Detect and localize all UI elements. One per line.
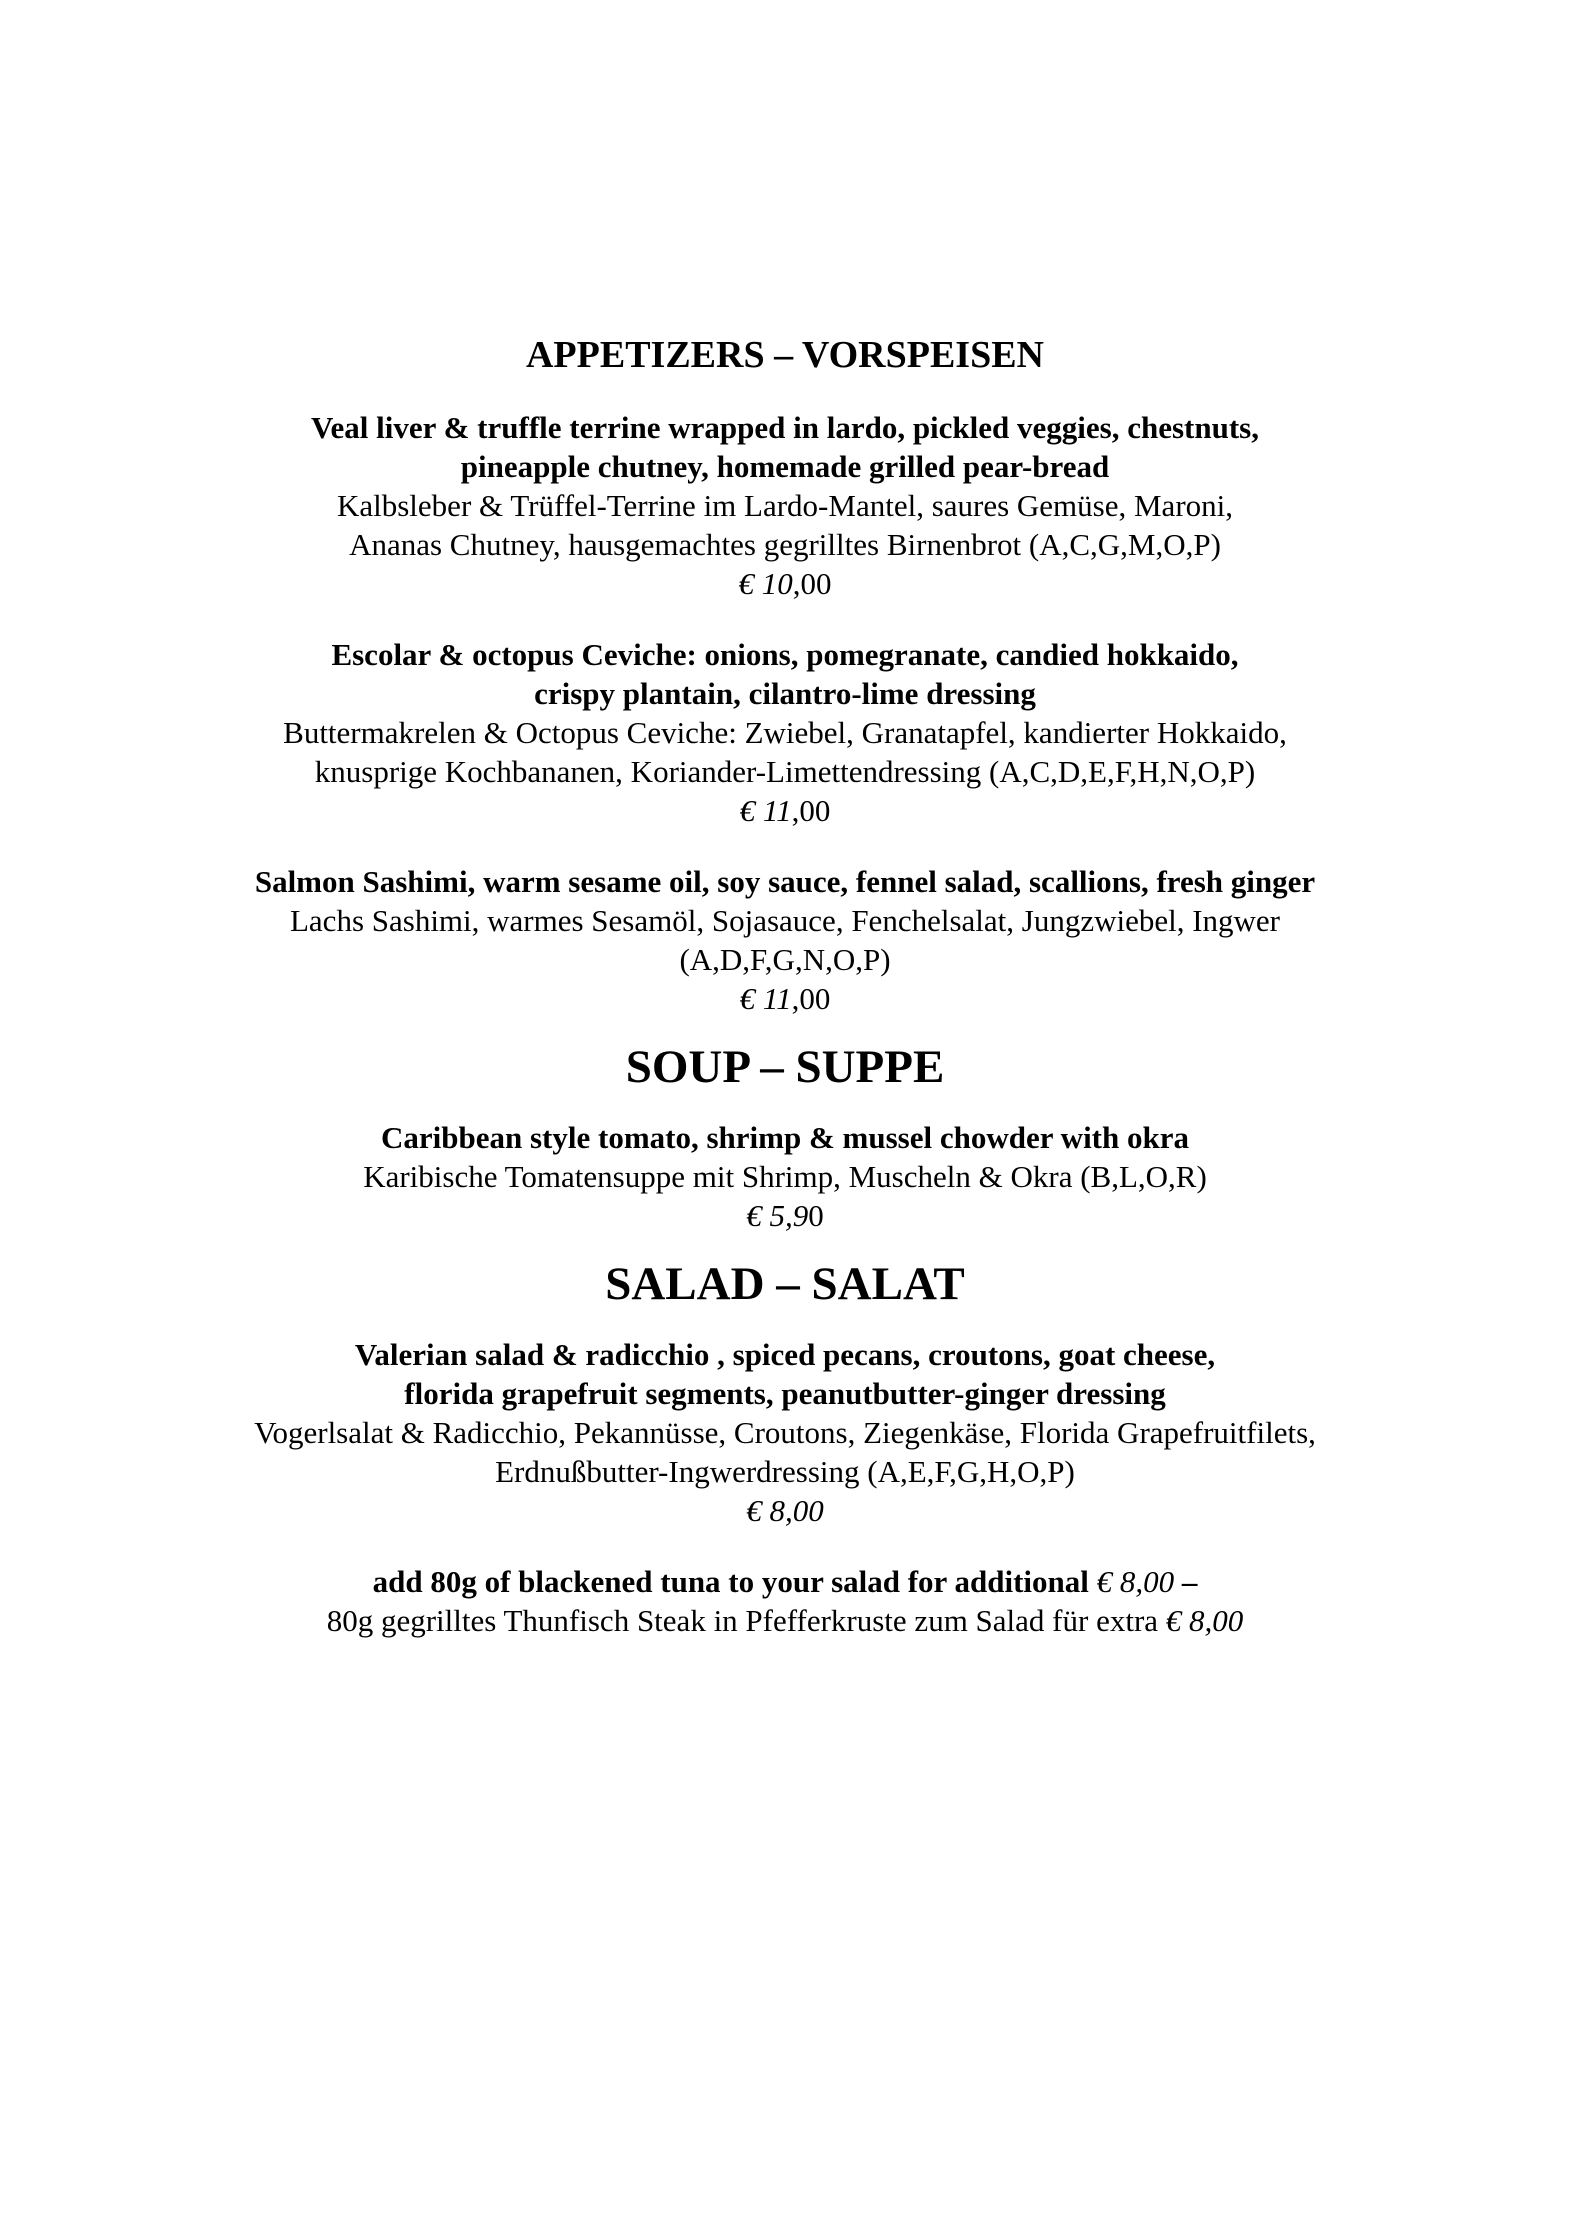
- price-rest: ,00: [791, 980, 831, 1016]
- dish-name-en: Salmon Sashimi, warm sesame oil, soy sauce, fennel salad, scallions, fresh ginger: [254, 863, 1316, 899]
- section-title-soup: SOUP – SUPPE: [625, 1040, 945, 1093]
- dish-price: [0, 1491, 1570, 1530]
- dish-veal-liver-terrine: [0, 408, 1570, 603]
- dish-name-de: Buttermakrelen & Octopus Ceviche: Zwiebel, Granatapfel, kandierter Hokkaido,: [283, 714, 1287, 750]
- dish-name-de: Karibische Tomatensuppe mit Shrimp, Muscheln & Okra (B,L,O,R): [363, 1158, 1207, 1194]
- dish-name-de: knusprige Kochbananen, Koriander-Limettendressing (A,C,D,E,F,H,N,O,P): [314, 753, 1256, 789]
- addon-line-en: [0, 1562, 1570, 1601]
- dish-name-en: crispy plantain, cilantro-lime dressing: [534, 675, 1036, 711]
- dish-name-de: (A,D,F,G,N,O,P): [679, 941, 891, 977]
- price-rest: ,00: [791, 792, 831, 828]
- dish-name-en: Escolar & octopus Ceviche: onions, pomegranate, candied hokkaido,: [331, 636, 1239, 672]
- addon-suffix-en: –: [1174, 1563, 1198, 1599]
- dish-caribbean-chowder: [0, 1118, 1570, 1235]
- price-italic: € 11: [739, 980, 792, 1016]
- dish-name-de: Erdnußbutter-Ingwerdressing (A,E,F,G,H,O,P): [495, 1453, 1075, 1489]
- addon-price-en: € 8,00: [1096, 1563, 1175, 1599]
- dish-name-de: Kalbsleber & Trüffel-Terrine im Lardo-Mantel, saures Gemüse, Maroni,: [336, 487, 1234, 523]
- dish-escolar-octopus-ceviche: [0, 635, 1570, 830]
- dish-price: [0, 564, 1570, 603]
- price-rest: ,00: [792, 565, 832, 601]
- section-title-salad: SALAD – SALAT: [605, 1257, 965, 1310]
- dish-price: [0, 791, 1570, 830]
- dish-price: [0, 1196, 1570, 1235]
- price-rest: 0: [808, 1197, 824, 1233]
- salad-addon-note: [0, 1562, 1570, 1640]
- price-italic: € 11: [739, 792, 792, 828]
- dish-name-en: Caribbean style tomato, shrimp & mussel chowder with okra: [381, 1119, 1189, 1155]
- dish-name-en: Valerian salad & radicchio , spiced pecans, croutons, goat cheese,: [354, 1336, 1216, 1372]
- dish-salmon-sashimi: [0, 862, 1570, 1018]
- section-title-appetizers: APPETIZERS – VORSPEISEN: [525, 334, 1044, 376]
- price-italic: € 5,9: [746, 1197, 809, 1233]
- dish-name-de: Lachs Sashimi, warmes Sesamöl, Sojasauce, Fenchelsalat, Jungzwiebel, Ingwer: [289, 902, 1281, 938]
- dish-name-en: florida grapefruit segments, peanutbutter-ginger dressing: [404, 1375, 1166, 1411]
- dish-name-en: pineapple chutney, homemade grilled pear-bread: [460, 448, 1110, 484]
- addon-text-en: add 80g of blackened tuna to your salad for additional: [372, 1563, 1097, 1599]
- dish-price: [0, 979, 1570, 1018]
- dish-valerian-salad: [0, 1335, 1570, 1530]
- dish-name-en: Veal liver & truffle terrine wrapped in lardo, pickled veggies, chestnuts,: [311, 409, 1259, 445]
- addon-price-de: € 8,00: [1165, 1602, 1244, 1638]
- price-italic: € 8,00: [746, 1492, 824, 1528]
- dish-name-de: Ananas Chutney, hausgemachtes gegrilltes Birnenbrot (A,C,G,M,O,P): [349, 526, 1221, 562]
- price-italic: € 10: [738, 565, 793, 601]
- addon-text-de: 80g gegrilltes Thunfisch Steak in Pfefferkruste zum Salad für extra: [326, 1602, 1166, 1638]
- addon-line-de: [0, 1601, 1570, 1640]
- dish-name-de: Vogerlsalat & Radicchio, Pekannüsse, Croutons, Ziegenkäse, Florida Grapefruitfilets,: [254, 1414, 1316, 1450]
